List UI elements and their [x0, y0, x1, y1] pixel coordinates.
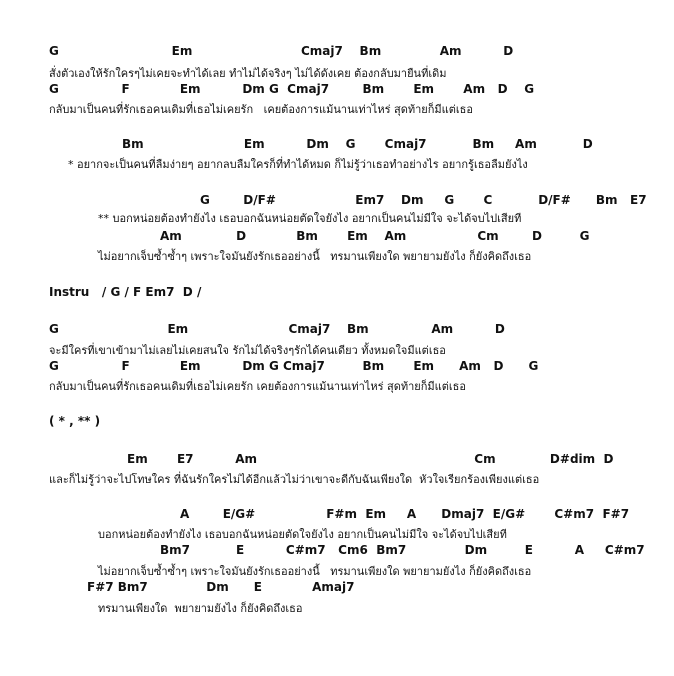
lyric-line: จะมีใครที่เขาเข้ามาไม่เลยไม่เคยสนใจ รักไม่ได้จริงๆรักได้คนเดียว ทั้งหมดใจมีแต่เธอ	[49, 344, 446, 357]
chord-line: G F Em Dm G Cmaj7 Bm Em Am D G	[49, 359, 539, 373]
instrumental-line: Instru / G / F Em7 D /	[49, 285, 202, 299]
chord-line: F#7 Bm7 Dm E Amaj7	[87, 580, 355, 594]
lyric-line: ไม่อยากเจ็บซ้ำซ้ำๆ เพราะใจมันยังรักเธออย่างนี้ ทรมานเพียงใด พยายามยังไง ก็ยังคิดถึงเธอ	[98, 250, 532, 263]
lyric-line: และก็ไม่รู้ว่าจะไปโทษใคร ที่ฉันรักใครไม่ได้อีกแล้วไม่ว่าเขาจะดีกับฉันเพียงใด หัวใจเรียกร้องเพียงแต่เธอ	[49, 473, 540, 486]
chord-line: G F Em Dm G Cmaj7 Bm Em Am D G	[49, 82, 535, 96]
lyric-line: กลับมาเป็นคนที่รักเธอคนเดิมที่เธอไม่เคยรัก เคยต้องการแม้นานเท่าไหร่ สุดท้ายก็มีแต่เธอ	[49, 380, 466, 393]
chord-line: G Em Cmaj7 Bm Am D	[49, 322, 505, 336]
lyric-line: บอกหน่อยต้องทำยังไง เธอบอกฉันหน่อยตัดใจยังไง อยากเป็นคนไม่มีใจ จะได้จบไปเสียที	[98, 528, 507, 541]
chord-line: Bm7 E C#m7 Cm6 Bm7 Dm E A C#m7	[160, 543, 645, 557]
lyric-line: * อยากจะเป็นคนที่ลืมง่ายๆ อยากลบลืมใครก็ที่ทำได้หมด ก็ไม่รู้ว่าเธอทำอย่างไร อยากรู้เธอลืมยังไง	[68, 158, 528, 171]
lyric-line: สั่งตัวเองให้รักใครๆไม่เคยจะทำได้เลย ทำไม่ได้จริงๆ ไม่ได้ดังเคย ต้องกลับมายืนที่เดิม	[49, 67, 447, 80]
repeat-marker: ( * , ** )	[49, 414, 101, 428]
chord-line: G D/F# Em7 Dm G C D/F# Bm E7	[200, 193, 647, 207]
chord-line: Em E7 Am Cm D#dim D	[127, 452, 614, 466]
chord-line: A E/G# F#m Em A Dmaj7 E/G# C#m7 F#7	[180, 507, 630, 521]
lyric-line: ** บอกหน่อยต้องทำยังไง เธอบอกฉันหน่อยตัดใจยังไง อยากเป็นคนไม่มีใจ จะได้จบไปเสียที	[98, 212, 522, 225]
chord-line: G Em Cmaj7 Bm Am D	[49, 44, 514, 58]
chord-line: Am D Bm Em Am Cm D G	[160, 229, 590, 243]
chord-line: Bm Em Dm G Cmaj7 Bm Am D	[122, 137, 593, 151]
lyric-line: ทรมานเพียงใด พยายามยังไง ก็ยังคิดถึงเธอ	[98, 602, 303, 615]
lyric-line: กลับมาเป็นคนที่รักเธอคนเดิมที่เธอไม่เคยรัก เคยต้องการแม้นานเท่าไหร่ สุดท้ายก็มีแต่เธอ	[49, 103, 473, 116]
lyric-line: ไม่อยากเจ็บซ้ำซ้ำๆ เพราะใจมันยังรักเธออย่างนี้ ทรมานเพียงใด พยายามยังไง ก็ยังคิดถึงเธอ	[98, 565, 532, 578]
